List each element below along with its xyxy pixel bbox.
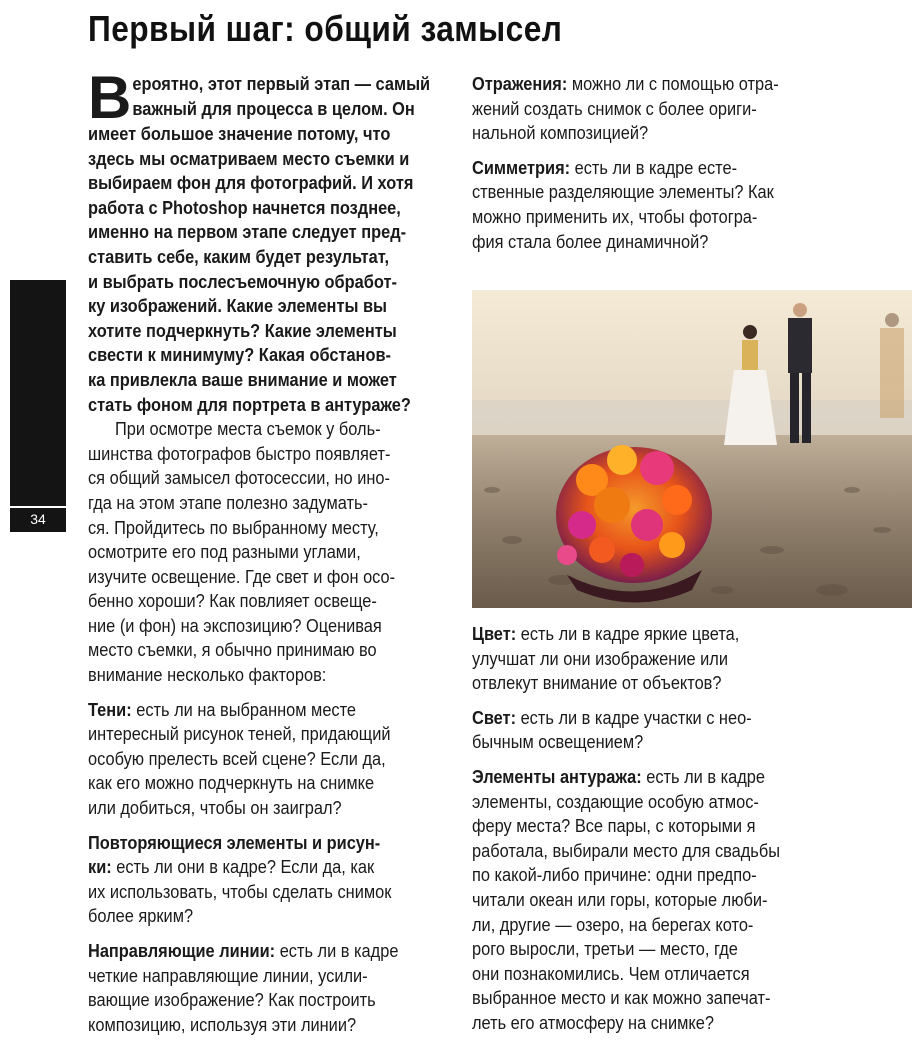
leading-line: композицию, используя эти линии? (88, 1014, 357, 1035)
body-line: изучите освещение. Где свет и фон осо- (88, 566, 396, 587)
reflections-line: жений создать снимок с более ориги- (472, 98, 757, 119)
ambience-item (472, 765, 912, 1036)
lead-paragraph (88, 64, 458, 417)
body-line: шинства фотографов быстро появляет- (88, 443, 391, 464)
body-line: внимание несколько факторов: (88, 665, 327, 686)
light-item (472, 706, 912, 755)
light-text: есть ли в кадре участки с нео- (516, 707, 752, 728)
page-title: Первый шаг: общий замысел (88, 8, 563, 49)
ambience-line: работала, выбирали место для свадьбы (472, 840, 780, 861)
color-line: улучшат ли они изображение или (472, 648, 728, 669)
body-line: бенно хороши? Как повлияет освеще- (88, 591, 377, 612)
shadows-term: Тени: (88, 699, 132, 720)
symmetry-text: есть ли в кадре есте- (570, 157, 738, 178)
body-line: осмотрите его под разными углами, (88, 542, 361, 563)
lead-line: ка привлекла ваше внимание и может (88, 369, 397, 390)
symmetry-line: ственные разделяющие элементы? Как (472, 182, 774, 203)
color-item (472, 622, 912, 696)
right-column (472, 72, 912, 254)
ambience-line: выбранное место и как можно запечат- (472, 988, 771, 1009)
left-column (88, 64, 458, 1037)
symmetry-line: фия стала более динамичной? (472, 231, 709, 252)
lead-line: и выбрать послесъемочную обработ- (88, 271, 397, 292)
color-term: Цвет: (472, 624, 517, 644)
shadows-line: как его можно подчеркнуть на снимке (88, 773, 375, 794)
leading-line: четкие направляющие линии, усили- (88, 965, 368, 986)
ambience-line: они познакомились. Чем отличается (472, 963, 750, 984)
reflections-term: Отражения: (472, 74, 568, 94)
shadows-item (88, 698, 458, 821)
wedding-photo (472, 290, 912, 608)
drop-cap: В (88, 64, 132, 131)
body-line: гда на этом этапе полезно задумать- (88, 492, 368, 513)
reflections-line: нальной композицией? (472, 123, 649, 144)
shadows-line: особую прелесть всей сцене? Если да, (88, 748, 386, 769)
leading-term: Направляющие линии: (88, 941, 276, 961)
lead-line: хотите подчеркнуть? Какие элементы (88, 320, 397, 341)
lead-line: свести к минимуму? Какая обстанов- (88, 345, 391, 366)
repeat-text: есть ли они в кадре? Если да, как (111, 857, 375, 878)
lead-line: ставить себе, каким будет результат, (88, 246, 390, 267)
body-line: ся общий замысел фотосессии, но ино- (88, 468, 390, 489)
lead-line: важный для процесса в целом. Он (132, 98, 415, 119)
lead-line: ероятно, этот первый этап — самый (132, 74, 431, 94)
ambience-line: феру места? Все пары, с которыми я (472, 816, 756, 837)
ambience-line: элементы, создающие особую атмос- (472, 791, 759, 812)
body-line: При осмотре места съемок у боль- (115, 419, 381, 440)
shadows-line: интересный рисунок теней, придающий (88, 724, 391, 745)
lead-line: именно на первом этапе следует пред- (88, 222, 407, 243)
symmetry-term: Симметрия: (472, 157, 571, 178)
ambience-line: леть его атмосферу на снимке? (472, 1012, 714, 1033)
color-text: есть ли в кадре яркие цвета, (516, 624, 740, 644)
repeat-item (88, 831, 458, 929)
shadows-text: есть ли на выбранном месте (131, 699, 357, 720)
lead-line: имеет большое значение потому, что (88, 124, 391, 144)
repeat-line: более ярким? (88, 906, 194, 927)
symmetry-item (472, 156, 912, 254)
leading-item (88, 939, 458, 1037)
leading-text: есть ли в кадре (275, 941, 399, 961)
light-term: Свет: (472, 707, 517, 728)
lead-line: работа с Photoshop начнется позднее, (88, 197, 401, 218)
repeat-line: их использовать, чтобы сделать снимок (88, 881, 392, 902)
lead-line: выбираем фон для фотографий. И хотя (88, 173, 414, 194)
light-line: бычным освещением? (472, 732, 644, 753)
symmetry-line: можно применить их, чтобы фотогра- (472, 206, 758, 227)
color-line: отвлекут внимание от объектов? (472, 673, 722, 694)
body-line: ся. Пройдитесь по выбранному месту, (88, 517, 379, 538)
lead-line: стать фоном для портрета в антураже? (88, 394, 411, 415)
shadows-line: или добиться, чтобы он заиграл? (88, 798, 342, 819)
page-number: 34 (30, 511, 46, 527)
ambience-line: ли, другие — озеро, на берегах кото- (472, 914, 754, 935)
ambience-line: читали океан или горы, которые люби- (472, 889, 768, 910)
lead-line: здесь мы осматриваем место съемки и (88, 148, 410, 169)
leading-line: вающие изображение? Как построить (88, 990, 376, 1011)
lead-line: ку изображений. Какие элементы вы (88, 296, 388, 317)
chapter-tab (10, 280, 66, 506)
body-paragraph (88, 417, 458, 688)
right-column-lower (472, 622, 912, 1036)
reflections-item (472, 72, 912, 146)
reflections-text: можно ли с помощью отра- (567, 74, 779, 94)
ambience-line: рого выросли, третьи — место, где (472, 939, 738, 960)
ambience-line: по какой-либо причине: одни предпо- (472, 865, 757, 886)
repeat-term: Повторяющиеся элементы и рисун- (88, 832, 381, 853)
ambience-text: есть ли в кадре (641, 766, 766, 787)
body-line: ние (и фон) на экспозицию? Оценивая (88, 615, 382, 636)
body-line: место съемки, я обычно принимаю во (88, 640, 377, 661)
repeat-term-end: ки: (88, 857, 112, 878)
background-figure (880, 313, 904, 418)
ambience-term: Элементы антуража: (472, 766, 642, 787)
